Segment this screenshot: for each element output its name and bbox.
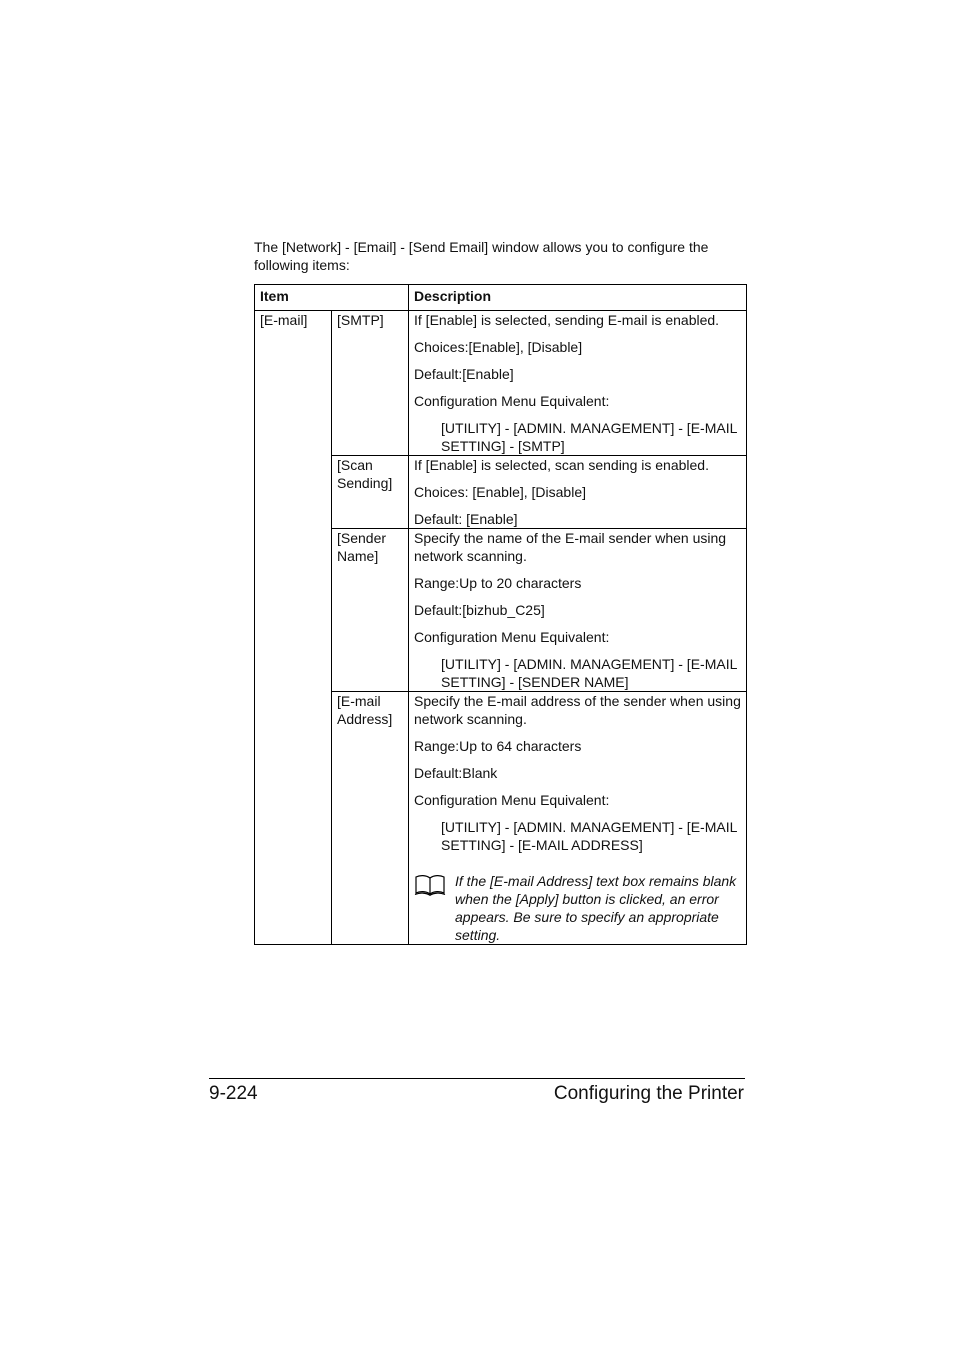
default-text: Default: [Enable]: [414, 511, 518, 527]
note-text: If the [E-mail Address] text box remains blank when the [Apply] button is clicked, an error appears. Be sure to specify an appropriate setting.: [455, 873, 737, 943]
description-text: Specify the E-mail address of the sender when using network scanning.: [414, 693, 741, 727]
menu-path: [UTILITY] - [ADMIN. MANAGEMENT] - [E-MAIL SETTING] - [E-MAIL ADDRESS]: [441, 819, 737, 853]
item-description: [409, 311, 747, 456]
menu-equivalent-label: Configuration Menu Equivalent:: [414, 393, 610, 409]
item-description: [409, 529, 747, 692]
item-label: [SMTP]: [332, 311, 409, 456]
menu-path: [UTILITY] - [ADMIN. MANAGEMENT] - [E-MAIL SETTING] - [SENDER NAME]: [441, 656, 737, 690]
menu-equivalent-label: Configuration Menu Equivalent:: [414, 792, 610, 808]
intro-paragraph: The [Network] - [Email] - [Send Email] window allows you to configure the following items:: [254, 239, 709, 273]
choices-text: Choices:[Enable], [Disable]: [414, 339, 583, 355]
default-text: Default:[Enable]: [414, 366, 514, 382]
item-description: [409, 692, 747, 945]
default-text: Default:[bizhub_C25]: [414, 602, 545, 618]
item-description: [409, 456, 747, 529]
choices-text: Choices: [Enable], [Disable]: [414, 484, 586, 500]
description-text: Specify the name of the E-mail sender when using network scanning.: [414, 530, 727, 564]
chapter-title: Configuring the Printer: [553, 1083, 744, 1104]
item-label: [E-mail Address]: [332, 692, 409, 945]
table-row: [255, 311, 747, 456]
range-text: Range:Up to 64 characters: [414, 738, 582, 754]
settings-table: [254, 284, 747, 945]
table-header-row: [255, 285, 747, 311]
item-label: [Sender Name]: [332, 529, 409, 692]
description-text: If [Enable] is selected, scan sending is enabled.: [414, 457, 709, 473]
default-text: Default:Blank: [414, 765, 498, 781]
range-text: Range:Up to 20 characters: [414, 575, 582, 591]
header-item: Item: [255, 285, 409, 311]
item-label: [Scan Sending]: [332, 456, 409, 529]
description-text: If [Enable] is selected, sending E-mail is enabled.: [414, 312, 720, 328]
page-number: 9-224: [209, 1083, 258, 1104]
group-label: [E-mail]: [255, 311, 332, 945]
note-block: [414, 872, 741, 944]
book-note-icon: [414, 872, 455, 944]
header-description: Description: [409, 285, 747, 311]
menu-path: [UTILITY] - [ADMIN. MANAGEMENT] - [E-MAIL SETTING] - [SMTP]: [441, 420, 737, 454]
menu-equivalent-label: Configuration Menu Equivalent:: [414, 629, 610, 645]
footer-divider: [209, 1078, 745, 1079]
